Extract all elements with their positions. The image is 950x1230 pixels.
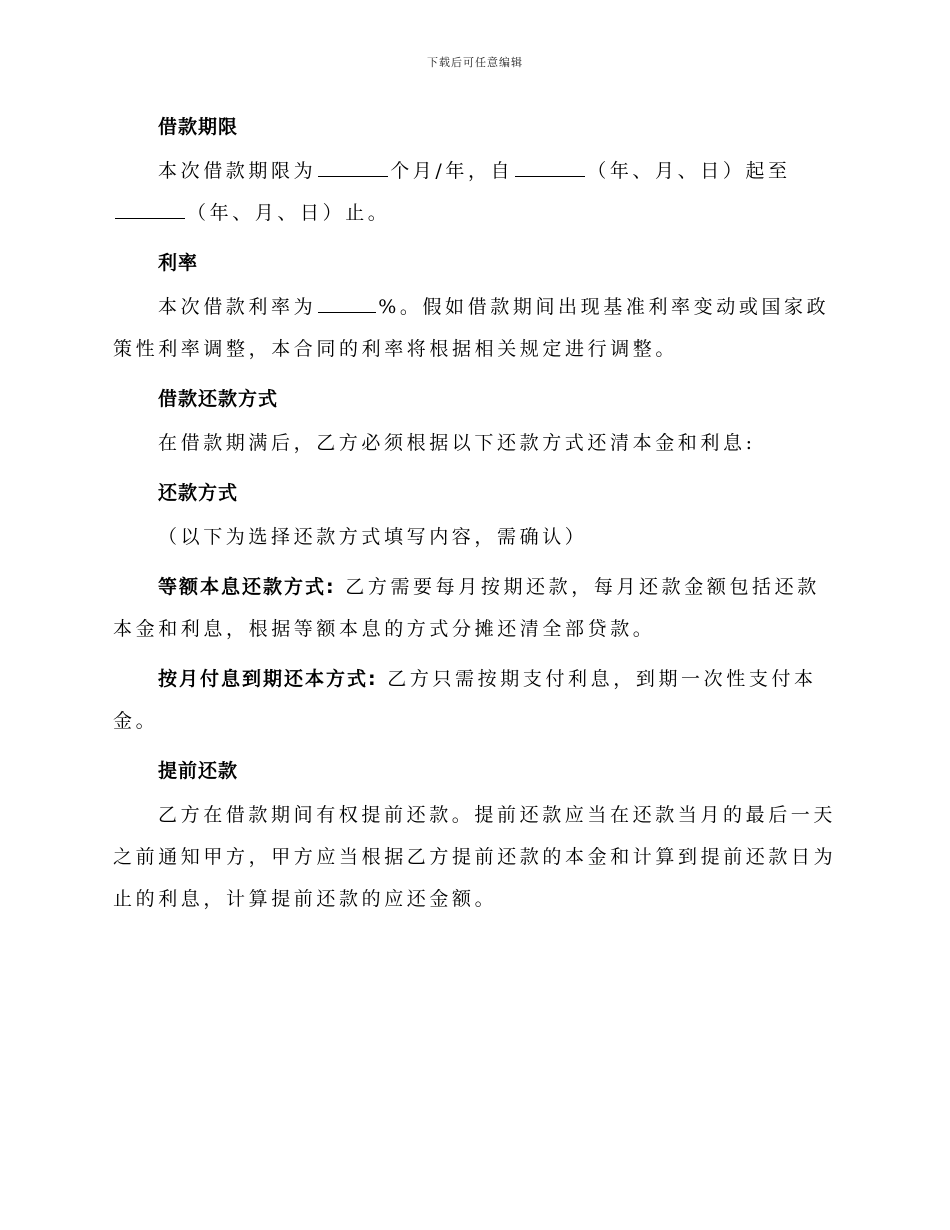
option-equal-installment bbox=[113, 566, 838, 650]
section-loan-term bbox=[113, 108, 838, 234]
option-interest-only-text: 乙方只需按期支付利息，到期一次性支付本金。 bbox=[113, 668, 817, 732]
loan-term-text-1: 本次借款期限为 bbox=[158, 160, 317, 182]
option-interest-only-label: 按月付息到期还本方式: bbox=[158, 668, 378, 690]
loan-term-text-2: 个月/年，自 bbox=[390, 160, 514, 182]
repayment-paragraph: 在借款期满后，乙方必须根据以下还款方式还清本金和利息: bbox=[158, 432, 756, 454]
interest-rate-text-2: %。假如借款期间出现基准利率变动或国家政策性利率调整，本合同的利率将根据相关规定进行调整。 bbox=[113, 296, 830, 360]
rate-blank[interactable] bbox=[318, 290, 376, 313]
term-length-blank[interactable] bbox=[318, 154, 388, 177]
section-repayment-method bbox=[113, 474, 838, 742]
loan-term-paragraph bbox=[113, 150, 838, 234]
section-title-repayment: 借款还款方式 bbox=[158, 388, 279, 410]
option-interest-only bbox=[113, 658, 838, 742]
prepayment-paragraph: 乙方在借款期间有权提前还款。提前还款应当在还款当月的最后一天之前通知甲方，甲方应当根据乙方提前还款的本金和计算到提前还款日为止的利息，计算提前还款的应还金额。 bbox=[113, 804, 837, 910]
loan-term-text-4: （年、月、日）止。 bbox=[187, 202, 391, 224]
interest-rate-paragraph bbox=[113, 286, 838, 370]
start-date-blank[interactable] bbox=[515, 154, 585, 177]
option-equal-installment-label: 等额本息还款方式: bbox=[158, 576, 336, 598]
page-header: 下载后可任意编辑 bbox=[427, 56, 523, 69]
section-repayment bbox=[113, 380, 838, 464]
repayment-method-note: （以下为选择还款方式填写内容，需确认） bbox=[158, 526, 588, 548]
interest-rate-text-1: 本次借款利率为 bbox=[158, 296, 317, 318]
section-prepayment bbox=[113, 752, 838, 920]
option-equal-installment-text: 乙方需要每月按期还款，每月还款金额包括还款本金和利息，根据等额本息的方式分摊还清全部贷款。 bbox=[113, 576, 820, 640]
section-title-interest-rate: 利率 bbox=[158, 252, 199, 274]
section-title-prepayment: 提前还款 bbox=[158, 760, 239, 782]
loan-term-text-3: （年、月、日）起至 bbox=[587, 160, 791, 182]
section-title-loan-term: 借款期限 bbox=[158, 116, 239, 138]
section-title-repayment-method: 还款方式 bbox=[158, 482, 239, 504]
end-date-blank[interactable] bbox=[115, 196, 185, 219]
section-interest-rate bbox=[113, 244, 838, 370]
document-body bbox=[113, 108, 838, 930]
